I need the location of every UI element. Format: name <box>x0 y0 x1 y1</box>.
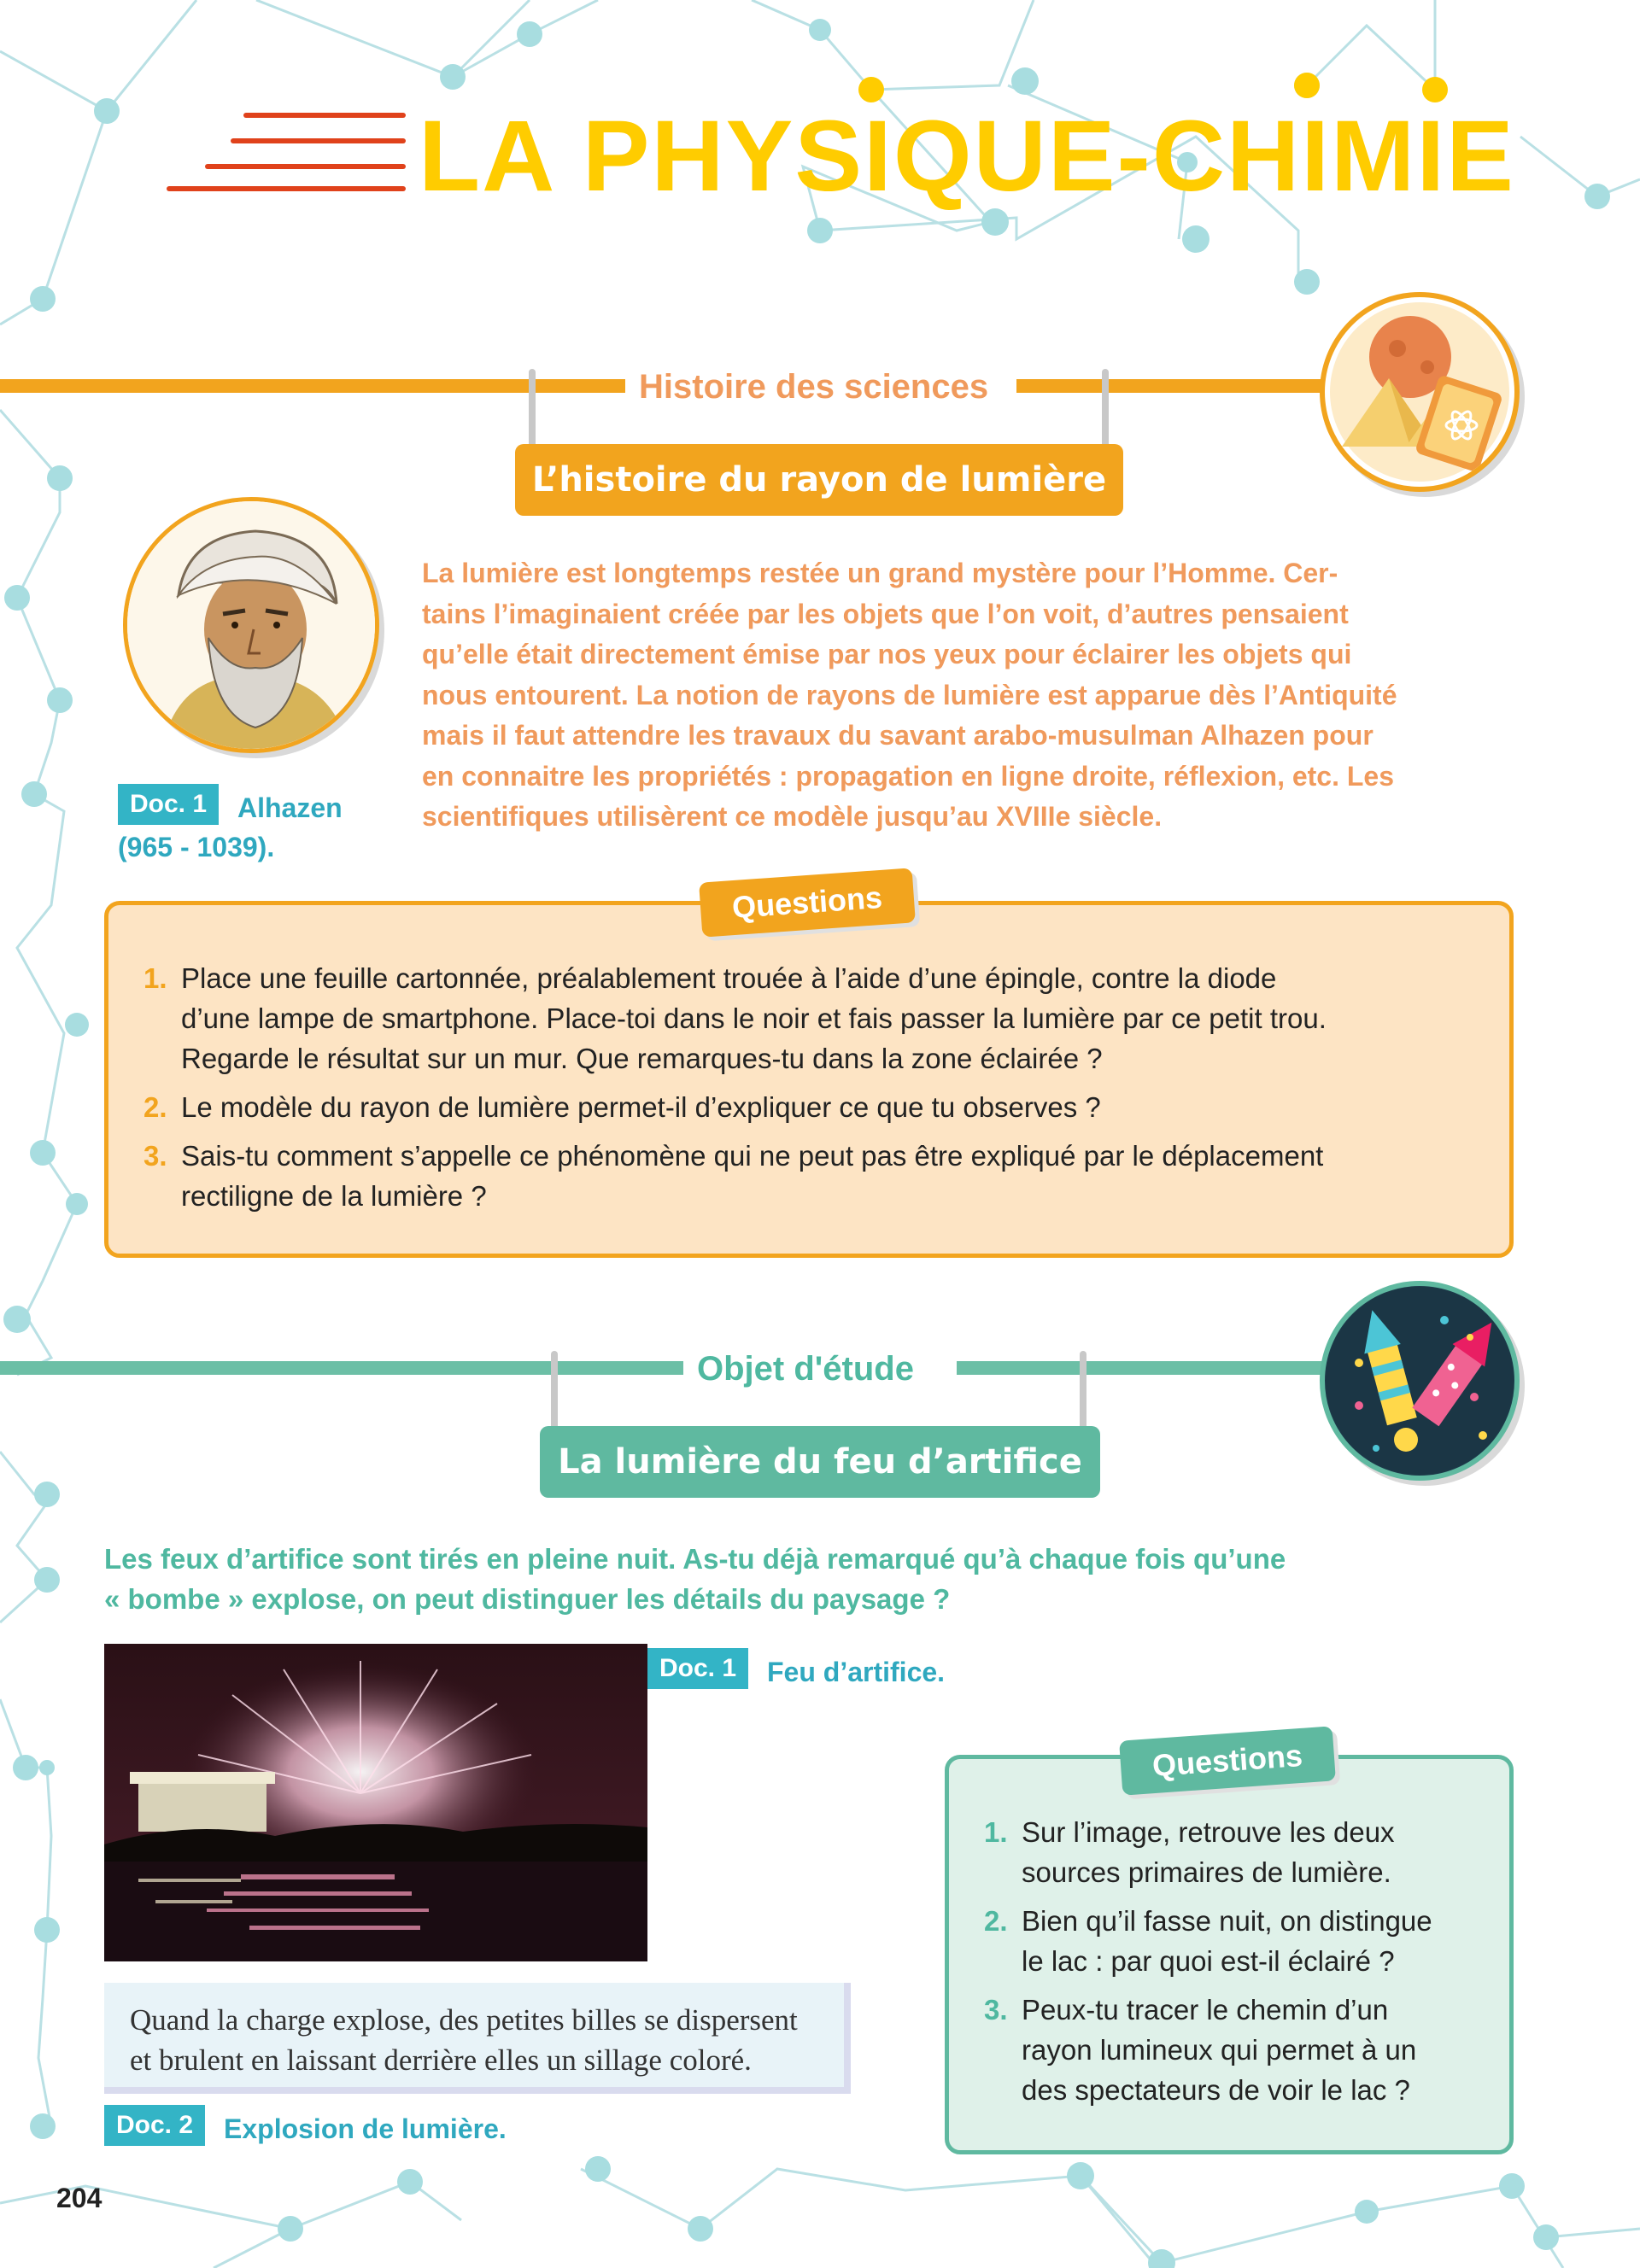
fireworks-photo <box>104 1644 647 1961</box>
doc1-tag-section2: Doc. 1 <box>647 1648 748 1689</box>
question-number: 3. <box>984 1994 1008 2025</box>
intro-line: « bombe » explose, on peut distinguer les détails du paysage ? <box>104 1583 951 1615</box>
section2-category: Objet d'étude <box>683 1347 928 1390</box>
question-line: le lac : par quoi est-il éclairé ? <box>1022 1945 1395 1977</box>
question-item <box>984 1901 1488 1981</box>
alhazen-portrait <box>123 497 379 753</box>
doc1-caption-section2: Feu d’artifice. <box>767 1657 946 1687</box>
section1-questions-tab: Questions <box>699 868 916 937</box>
question-number: 3. <box>144 1140 167 1172</box>
question-line: Peux-tu tracer le chemin d’un <box>1022 1994 1389 2025</box>
question-line: des spectateurs de voir le lac ? <box>1022 2074 1410 2106</box>
question-line: Sais-tu comment s’appelle ce phénomène qui ne peut pas être expliqué par le déplacement <box>181 1140 1324 1172</box>
section1-question-list <box>144 958 1485 1216</box>
page-title: LA PHYSIQUE-CHIMIE <box>419 100 1515 213</box>
intro-line: qu’elle était directement émise par nos yeux pour éclairer les objets qui <box>422 639 1352 669</box>
section1-category: Histoire des sciences <box>625 365 1002 408</box>
question-line: Le modèle du rayon de lumière permet-il d’expliquer ce que tu observes ? <box>181 1091 1101 1123</box>
doc1-caption-name: Alhazen <box>237 792 343 823</box>
question-number: 2. <box>984 1905 1008 1937</box>
question-line: rayon lumineux qui permet à un <box>1022 2034 1417 2066</box>
doc1-tag: Doc. 1 <box>118 784 219 825</box>
question-line: Regarde le résultat sur un mur. Que remarques-tu dans la zone éclairée ? <box>181 1043 1103 1074</box>
intro-line: scientifiques utilisèrent ce modèle jusqu’au XVIIIe siècle. <box>422 801 1163 832</box>
explosion-quote-box <box>104 1983 851 2094</box>
section1-intro <box>422 553 1532 838</box>
question-number: 1. <box>984 1816 1008 1848</box>
question-number: 1. <box>144 962 167 994</box>
question-line: Bien qu’il fasse nuit, on distingue <box>1022 1905 1432 1937</box>
section1-rule-left <box>0 379 632 393</box>
question-line: Sur l’image, retrouve les deux <box>1022 1816 1395 1848</box>
title-speed-lines <box>167 113 406 195</box>
question-item <box>984 1990 1488 2110</box>
section2-rule-left <box>0 1361 683 1375</box>
intro-line: en connaitre les propriétés : propagation en ligne droite, réflexion, etc. Les <box>422 760 1395 792</box>
question-item <box>144 1136 1485 1216</box>
section2-question-list <box>984 1812 1488 2110</box>
question-line: sources primaires de lumière. <box>1022 1856 1391 1888</box>
question-item <box>144 958 1485 1078</box>
section2-intro <box>104 1539 1471 1619</box>
section2-banner: La lumière du feu d’artifice <box>540 1426 1100 1498</box>
intro-line: nous entourent. La notion de rayons de lumière est apparue dès l’Antiquité <box>422 679 1397 710</box>
question-item <box>984 1812 1488 1892</box>
doc2-caption: Explosion de lumière. <box>224 2113 507 2144</box>
question-number: 2. <box>144 1091 167 1123</box>
doc2-tag: Doc. 2 <box>104 2105 205 2146</box>
quote-line: Quand la charge explose, des petites billes se dispersent <box>130 2003 798 2037</box>
question-line: Place une feuille cartonnée, préalablement trouée à l’aide d’une épingle, contre la diode <box>181 962 1277 994</box>
doc1-caption-dates: (965 - 1039). <box>118 832 275 862</box>
page-number: 204 <box>56 2183 102 2213</box>
section1-banner: L’histoire du rayon de lumière <box>515 444 1123 516</box>
intro-line: mais il faut attendre les travaux du savant arabo-musulman Alhazen pour <box>422 720 1374 751</box>
intro-line: La lumière est longtemps restée un grand mystère pour l’Homme. Cer- <box>422 558 1338 588</box>
section2-questions-tab: Questions <box>1119 1726 1336 1795</box>
question-item <box>144 1087 1485 1127</box>
intro-line: Les feux d’artifice sont tirés en pleine nuit. As-tu déjà remarqué qu’à chaque fois qu’une <box>104 1543 1286 1575</box>
question-line: rectiligne de la lumière ? <box>181 1180 487 1212</box>
history-badge-icon <box>1320 292 1520 492</box>
section1-rule-right <box>1016 379 1350 393</box>
intro-line: tains l’imaginaient créée par les objets que l’on voit, d’autres pensaient <box>422 598 1349 629</box>
quote-line: et brulent en laissant derrière elles un sillage coloré. <box>130 2043 752 2077</box>
section2-rule-right <box>957 1361 1350 1375</box>
question-line: d’une lampe de smartphone. Place-toi dans le noir et fais passer la lumière par ce petit trou. <box>181 1002 1327 1034</box>
fireworks-badge-icon <box>1320 1281 1520 1481</box>
